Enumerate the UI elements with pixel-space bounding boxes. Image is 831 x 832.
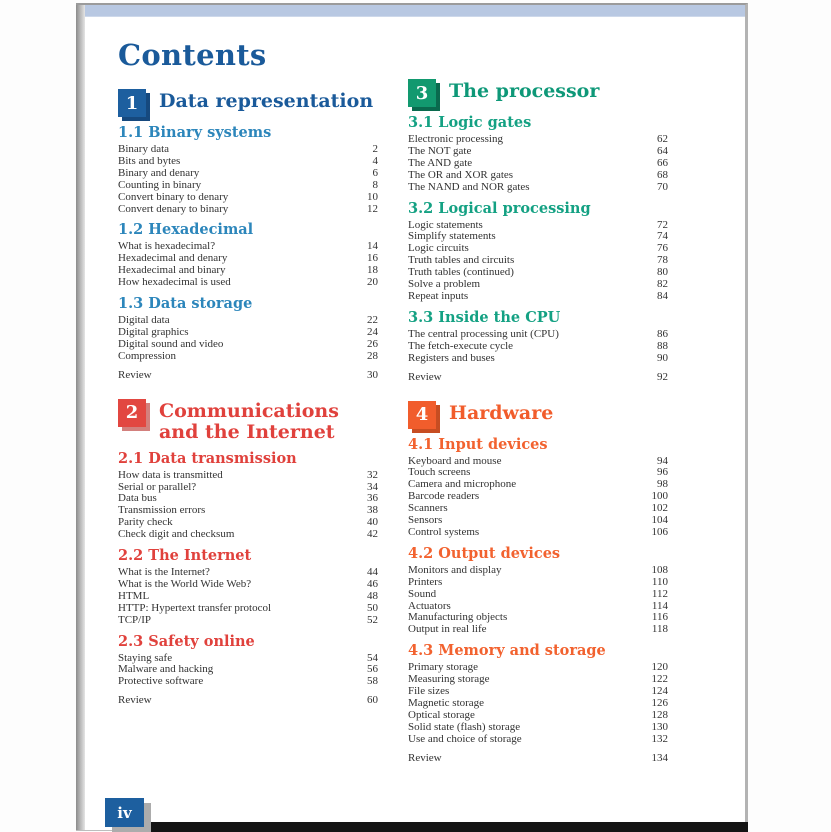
- toc-entry-label: The fetch-execute cycle: [408, 339, 514, 352]
- toc-entry: [118, 192, 378, 204]
- toc-entry-page: 62: [657, 133, 668, 145]
- toc-entry-page: 132: [651, 732, 668, 745]
- subsection-title: 1.1 Binary systems: [118, 124, 272, 141]
- toc-entry-page: 120: [651, 661, 668, 674]
- toc-entry: [408, 503, 668, 515]
- toc-entry: [408, 722, 668, 734]
- page-title: Contents: [118, 38, 267, 72]
- toc-entry-label: The OR and XOR gates: [408, 168, 514, 181]
- section-header: [408, 79, 668, 107]
- subsection-title: 3.1 Logic gates: [408, 114, 532, 131]
- toc-entry-label: Sensors: [408, 514, 443, 527]
- toc-entry-page: 22: [367, 314, 378, 327]
- toc-entry-page: 4: [372, 154, 378, 167]
- toc-entry-label: Optical storage: [408, 708, 475, 721]
- review-page: 92: [657, 370, 668, 383]
- toc-entry-page: 68: [657, 168, 668, 181]
- toc-entry-label: Scanners: [408, 502, 448, 515]
- toc-entry-label: TCP/IP: [118, 613, 152, 626]
- toc-entry-page: 54: [367, 651, 378, 664]
- toc-entry-page: 6: [372, 166, 378, 179]
- toc-entry-label: Hexadecimal and binary: [118, 264, 226, 277]
- toc-entry: [118, 204, 378, 216]
- review-entry: [118, 370, 378, 382]
- toc-entry-label: Convert denary to binary: [118, 202, 229, 215]
- toc-entry-label: Truth tables and circuits: [408, 254, 515, 267]
- toc-entry-label: The AND gate: [408, 156, 473, 169]
- subsection-title: 4.1 Input devices: [408, 435, 548, 453]
- toc-entry-label: How hexadecimal is used: [118, 276, 231, 289]
- toc-entry-label: Staying safe: [118, 651, 173, 664]
- toc-entry-label: Touch screens: [408, 466, 471, 479]
- toc-entry-label: Control systems: [408, 525, 480, 538]
- section-header: [408, 401, 668, 429]
- toc-entry: [118, 615, 378, 627]
- toc-entry-page: 76: [657, 242, 668, 255]
- toc-entry-page: 38: [367, 504, 378, 517]
- toc-entry-page: 70: [657, 180, 668, 193]
- toc-entry-page: 94: [657, 454, 668, 467]
- section-number-badge: 3: [408, 79, 436, 107]
- toc-entry: [118, 482, 378, 494]
- toc-entry-label: HTML: [118, 589, 150, 602]
- toc-entry: [408, 565, 668, 577]
- toc-entry-label: Digital graphics: [118, 325, 189, 338]
- folio-number: iv: [117, 803, 132, 822]
- toc-entry-page: 130: [651, 720, 668, 733]
- toc-entry-label: Keyboard and mouse: [408, 454, 502, 467]
- toc-entry: [408, 329, 668, 341]
- section-title: Communications and the Internet: [159, 399, 339, 443]
- review-page: 134: [651, 751, 668, 764]
- toc-entry-page: 48: [367, 589, 378, 602]
- toc-entry-page: 56: [367, 663, 378, 676]
- toc-entry-page: 40: [367, 516, 378, 529]
- section-header: [118, 399, 378, 443]
- section-number-badge: 2: [118, 399, 146, 427]
- toc-entry: [408, 182, 668, 194]
- toc-entry: [408, 734, 668, 746]
- review-entry: [408, 753, 668, 765]
- toc-entry-page: 80: [657, 266, 668, 279]
- toc-entry-page: 28: [367, 349, 378, 362]
- review-label: Review: [408, 370, 442, 383]
- book-page: [76, 3, 748, 831]
- toc-entry-page: 18: [367, 264, 378, 277]
- subsection-title: 2.3 Safety online: [118, 632, 255, 650]
- section-title: The processor: [449, 80, 600, 102]
- toc-entry-label: Convert binary to denary: [118, 190, 229, 203]
- toc-entry-label: Transmission errors: [118, 504, 206, 517]
- review-page: 60: [367, 694, 378, 707]
- toc-entry: [408, 291, 668, 303]
- subsection-title: 3.3 Inside the CPU: [408, 308, 561, 326]
- toc-entry-label: Truth tables (continued): [408, 266, 514, 279]
- toc-entry-label: Simplify statements: [408, 230, 496, 243]
- toc-entry: [118, 180, 378, 192]
- toc-entry-label: Binary and denary: [118, 166, 200, 179]
- toc-entry-label: Magnetic storage: [408, 697, 485, 709]
- toc-entry: [118, 591, 378, 603]
- toc-entry-page: 26: [367, 337, 378, 350]
- folio-box: [105, 798, 144, 827]
- toc-entry-label: The central processing unit (CPU): [408, 327, 559, 340]
- toc-entry-page: 122: [651, 673, 668, 686]
- toc-entry-label: What is hexadecimal?: [118, 240, 216, 253]
- toc-entry-page: 36: [367, 492, 378, 505]
- toc-entry-label: Measuring storage: [408, 673, 490, 686]
- toc-entry-page: 66: [657, 156, 668, 169]
- subsection-title: 4.2 Output devices: [408, 544, 561, 562]
- toc-entry-label: Solve a problem: [408, 278, 481, 291]
- toc-entry-page: 34: [367, 480, 378, 493]
- toc-entry-label: File sizes: [408, 685, 450, 698]
- toc-entry-page: 78: [657, 254, 668, 267]
- toc-entry-label: Output in real life: [408, 623, 487, 636]
- toc-entry-label: Bits and bytes: [118, 154, 181, 167]
- toc-entry-page: 64: [657, 144, 668, 157]
- toc-entry-page: 20: [367, 276, 378, 289]
- toc-entry-page: 32: [367, 468, 378, 481]
- toc-entry-label: Parity check: [118, 516, 173, 529]
- toc-entry-label: How data is transmitted: [118, 468, 223, 481]
- subsection-title: 2.1 Data transmission: [118, 449, 297, 467]
- toc-entry-label: Malware and hacking: [118, 663, 214, 676]
- toc-entry-page: 72: [657, 218, 668, 231]
- toc-column-right: [408, 79, 668, 765]
- toc-entry-page: 112: [651, 587, 668, 600]
- subsection-title: 2.2 The Internet: [118, 547, 252, 565]
- toc-entry-label: What is the World Wide Web?: [118, 577, 252, 590]
- toc-entry: [408, 170, 668, 182]
- toc-section: [118, 399, 378, 708]
- toc-entry-label: Primary storage: [408, 661, 478, 674]
- toc-entry-page: 46: [367, 577, 378, 590]
- toc-entry-label: Electronic processing: [408, 133, 503, 145]
- toc-entry-page: 116: [651, 611, 668, 624]
- subsection-title: 3.2 Logical processing: [408, 199, 591, 217]
- toc-entry-label: Repeat inputs: [408, 289, 469, 302]
- toc-entry-label: Registers and buses: [408, 351, 495, 364]
- toc-entry-label: Counting in binary: [118, 178, 202, 191]
- section-number-badge: 4: [408, 401, 436, 429]
- toc-entry-page: 12: [367, 202, 378, 215]
- toc-section: [118, 89, 378, 382]
- toc-entry-label: Protective software: [118, 675, 204, 688]
- toc-entry-page: 58: [367, 675, 378, 688]
- toc-entry-page: 126: [651, 697, 668, 709]
- toc-entry-page: 16: [367, 252, 378, 265]
- subsection-title: 1.2 Hexadecimal: [118, 221, 254, 239]
- toc-entry-page: 104: [651, 514, 668, 527]
- toc-section: [408, 401, 668, 765]
- toc-entry-page: 106: [651, 525, 668, 538]
- toc-entry-page: 118: [651, 623, 668, 636]
- toc-entry-label: What is the Internet?: [118, 566, 210, 579]
- toc-entry-page: 114: [651, 599, 668, 612]
- toc-entry-label: Solid state (flash) storage: [408, 720, 521, 733]
- section-header: [118, 89, 378, 117]
- toc-entry-label: Check digit and checksum: [118, 528, 235, 541]
- toc-entry-label: Actuators: [408, 599, 451, 612]
- review-label: Review: [118, 368, 152, 381]
- toc-entry: [408, 589, 668, 601]
- toc-entry: [408, 527, 668, 539]
- toc-entry: [118, 351, 378, 363]
- toc-entry: [118, 676, 378, 688]
- toc-entry-page: 128: [651, 708, 668, 721]
- toc-entry-page: 124: [651, 685, 668, 698]
- toc-entry-page: 8: [372, 178, 378, 191]
- section-title: Data representation: [159, 90, 374, 112]
- section-number-badge: 1: [118, 89, 146, 117]
- toc-entry-label: Sound: [408, 587, 437, 600]
- toc-entry-page: 52: [367, 613, 378, 626]
- review-entry: [408, 372, 668, 384]
- toc-entry-page: 44: [367, 566, 378, 579]
- toc-entry-label: Manufacturing objects: [408, 611, 508, 624]
- toc-entry-page: 10: [367, 190, 378, 203]
- toc-entry-page: 110: [651, 575, 668, 588]
- toc-entry: [118, 168, 378, 180]
- toc-entry: [118, 470, 378, 482]
- toc-entry-page: 108: [651, 563, 668, 576]
- toc-entry-label: Logic circuits: [408, 242, 469, 255]
- toc-entry-page: 2: [372, 143, 378, 155]
- toc-entry-label: Digital sound and video: [118, 337, 224, 350]
- review-page: 30: [367, 368, 378, 381]
- review-label: Review: [118, 694, 152, 707]
- toc-column-left: [118, 38, 378, 707]
- review-label: Review: [408, 751, 442, 764]
- toc-entry-page: 24: [367, 325, 378, 338]
- toc-entry: [118, 579, 378, 591]
- toc-entry-label: The NOT gate: [408, 144, 472, 157]
- toc-entry-label: Printers: [408, 575, 443, 588]
- page-spine-edge: [76, 5, 85, 830]
- toc-entry-label: Compression: [118, 349, 177, 362]
- subsection-title: 4.3 Memory and storage: [408, 642, 606, 660]
- toc-entry: [118, 603, 378, 615]
- toc-entry-page: 50: [367, 601, 378, 614]
- toc-entry-page: 102: [651, 502, 668, 515]
- toc-entry-page: 74: [657, 230, 668, 243]
- toc-entry-page: 98: [657, 478, 668, 491]
- toc-entry-page: 88: [657, 339, 668, 352]
- toc-entry-page: 82: [657, 278, 668, 291]
- toc-entry: [408, 577, 668, 589]
- toc-entry-label: Use and choice of storage: [408, 732, 522, 745]
- page-top-band: [85, 5, 745, 17]
- toc-entry-label: Digital data: [118, 314, 170, 327]
- toc-entry-page: 84: [657, 289, 668, 302]
- toc-entry-page: 86: [657, 327, 668, 340]
- toc-entry-label: Monitors and display: [408, 563, 502, 576]
- toc-entry-page: 42: [367, 528, 378, 541]
- toc-entry-label: Data bus: [118, 492, 157, 505]
- toc-entry-label: Logic statements: [408, 218, 483, 231]
- subsection-title: 1.3 Data storage: [118, 295, 253, 313]
- toc-entry-page: 14: [367, 240, 378, 253]
- review-entry: [118, 695, 378, 707]
- toc-entry-label: Camera and microphone: [408, 478, 517, 491]
- toc-entry-page: 100: [651, 490, 668, 503]
- toc-entry-label: The NAND and NOR gates: [408, 180, 530, 193]
- toc-entry-label: Hexadecimal and denary: [118, 252, 228, 265]
- toc-section: [408, 79, 668, 384]
- toc-entry-page: 90: [657, 351, 668, 364]
- toc-entry-label: Binary data: [118, 143, 170, 155]
- section-title: Hardware: [449, 401, 554, 424]
- toc-entry: [408, 158, 668, 170]
- toc-entry-label: Barcode readers: [408, 490, 480, 503]
- toc-entry-label: HTTP: Hypertext transfer protocol: [118, 601, 272, 614]
- toc-entry: [408, 353, 668, 365]
- toc-entry: [408, 341, 668, 353]
- toc-entry-label: Serial or parallel?: [118, 480, 197, 493]
- toc-entry: [408, 624, 668, 636]
- toc-entry: [118, 529, 378, 541]
- toc-entry: [118, 339, 378, 351]
- toc-entry-page: 96: [657, 466, 668, 479]
- toc-entry: [118, 277, 378, 289]
